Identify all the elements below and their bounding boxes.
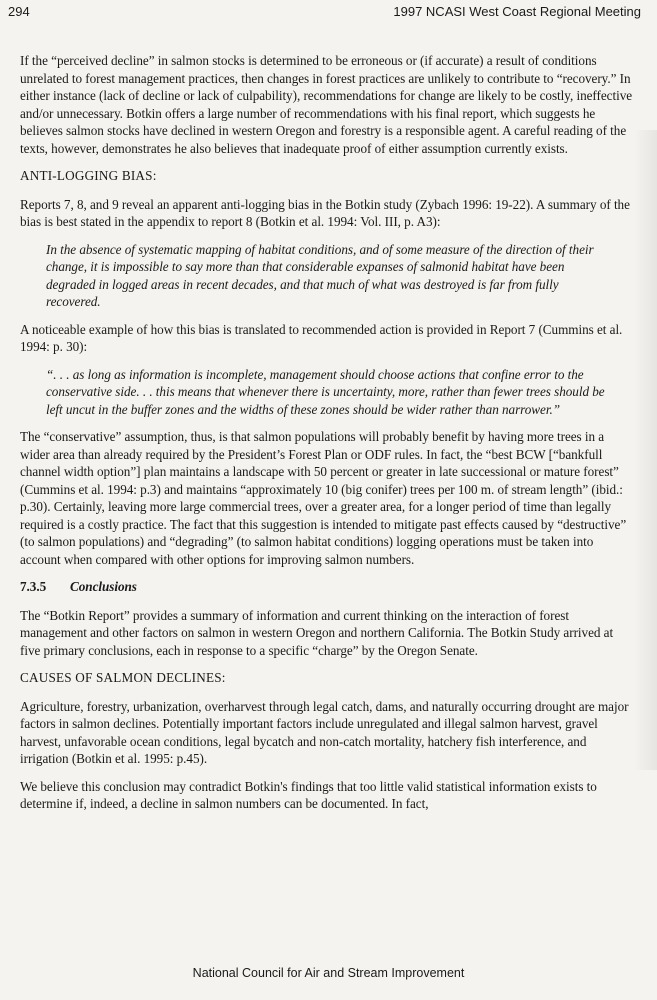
subsection-title: Conclusions: [70, 579, 137, 594]
paragraph-contradict: We believe this conclusion may contradict Botkin's findings that too little valid statistical information exists to determine if, indeed, a decline in salmon numbers can be documented. In fact,: [20, 778, 597, 811]
paragraph-causes: Agriculture, forestry, urbanization, overharvest through legal catch, dams, and naturally occurring drought are major factors in salmon declines. Potentially important factors include unregulated and illegal salmon harvest, gravel harvest, unfavorable ocean conditions, legal bycatch and non-catch mortality, hatchery fish interference, and irrigation (Botkin et al. 1995: p.45).: [20, 698, 629, 766]
running-header: 1997 NCASI West Coast Regional Meeting: [393, 4, 641, 19]
block-quote-habitat: In the absence of systematic mapping of habitat conditions, and of some measure of the direction of their change, it is impossible to say more than that considerable expanses of salmonid habitat have been degraded in logged areas in recent decades, and that much of what was destroyed is far from fully recovered.: [46, 241, 594, 309]
page-number: 294: [8, 4, 30, 19]
subsection-heading-conclusions: [20, 578, 636, 596]
paragraph-noticeable-example: A noticeable example of how this bias is translated to recommended action is provided in Report 7 (Cummins et al. 1994: p. 30):: [20, 321, 623, 354]
paragraph-botkin-report: The “Botkin Report” provides a summary of information and current thinking on the interaction of forest management and other factors on salmon in western Oregon and northern California. The Botkin Study arrived at five primary conclusions, each in response to a specific “charge” by the Oregon Senate.: [20, 607, 614, 658]
subsection-number: 7.3.5: [20, 579, 47, 594]
bleed-through-shadow: [634, 130, 657, 770]
paragraph-reports-bias: Reports 7, 8, and 9 reveal an apparent anti-logging bias in the Botkin study (Zybach 1996: 19-22). A summary of the bias is best stated in the appendix to report 8 (Botkin et al. 1994: Vol. III, p. A3):: [20, 196, 630, 229]
paragraph-perceived-decline: If the “perceived decline” in salmon stocks is determined to be erroneous or (if accurate) a result of conditions unrelated to forest management practices, then changes in forest practices are unlikely to contribute to “recovery.” In either instance (lack of decline or lack of culpability), recommendations for change are likely to be costly, ineffective and/or unnecessary. Botkin offers a large number of recommendations with his final report, which suggests he believes salmon stocks have declined in western Oregon and forestry is a responsible agent. A careful reading of the texts, however, demonstrates he also believes that inadequate proof of either assumption currently exists.: [20, 53, 633, 156]
section-heading-causes: CAUSES OF SALMON DECLINES:: [20, 670, 226, 685]
body-text: [20, 52, 636, 823]
block-quote-conservative: “. . . as long as information is incomplete, management should choose actions that confine error to the conservative side. . . this means that whenever there is uncertainty, more, rather than fewer trees should be left uncut in the buffer zones and the widths of these zones should be wider rather than narrower.”: [46, 366, 605, 417]
paragraph-conservative-assumption: The “conservative” assumption, thus, is that salmon populations will probably benefit by having more trees in a wider area than already required by the President’s Forest Plan or ODF rules. In fact, the “best BCW [“bankfull channel width option”] plan maintains a landscape with 50 percent or greater in late successional or mature forest” (Cummins et al. 1994: p.3) and maintains “approximately 10 (big conifer) trees per 100 m. of stream length” (ibid.: p.30). Certainly, leaving more large commercial trees, over a greater area, for a longer period of time than legally required is a costly practice. The fact that this suggestion is intended to mitigate past effects caused by “destructive” (to salmon populations) and “degrading” (to salmon habitat conditions) logging operations must be taken into account when compared with other options for improving salmon numbers.: [20, 429, 627, 567]
footer-organization: National Council for Air and Stream Improvement: [192, 966, 465, 980]
section-heading-anti-logging-bias: ANTI-LOGGING BIAS:: [20, 168, 157, 183]
